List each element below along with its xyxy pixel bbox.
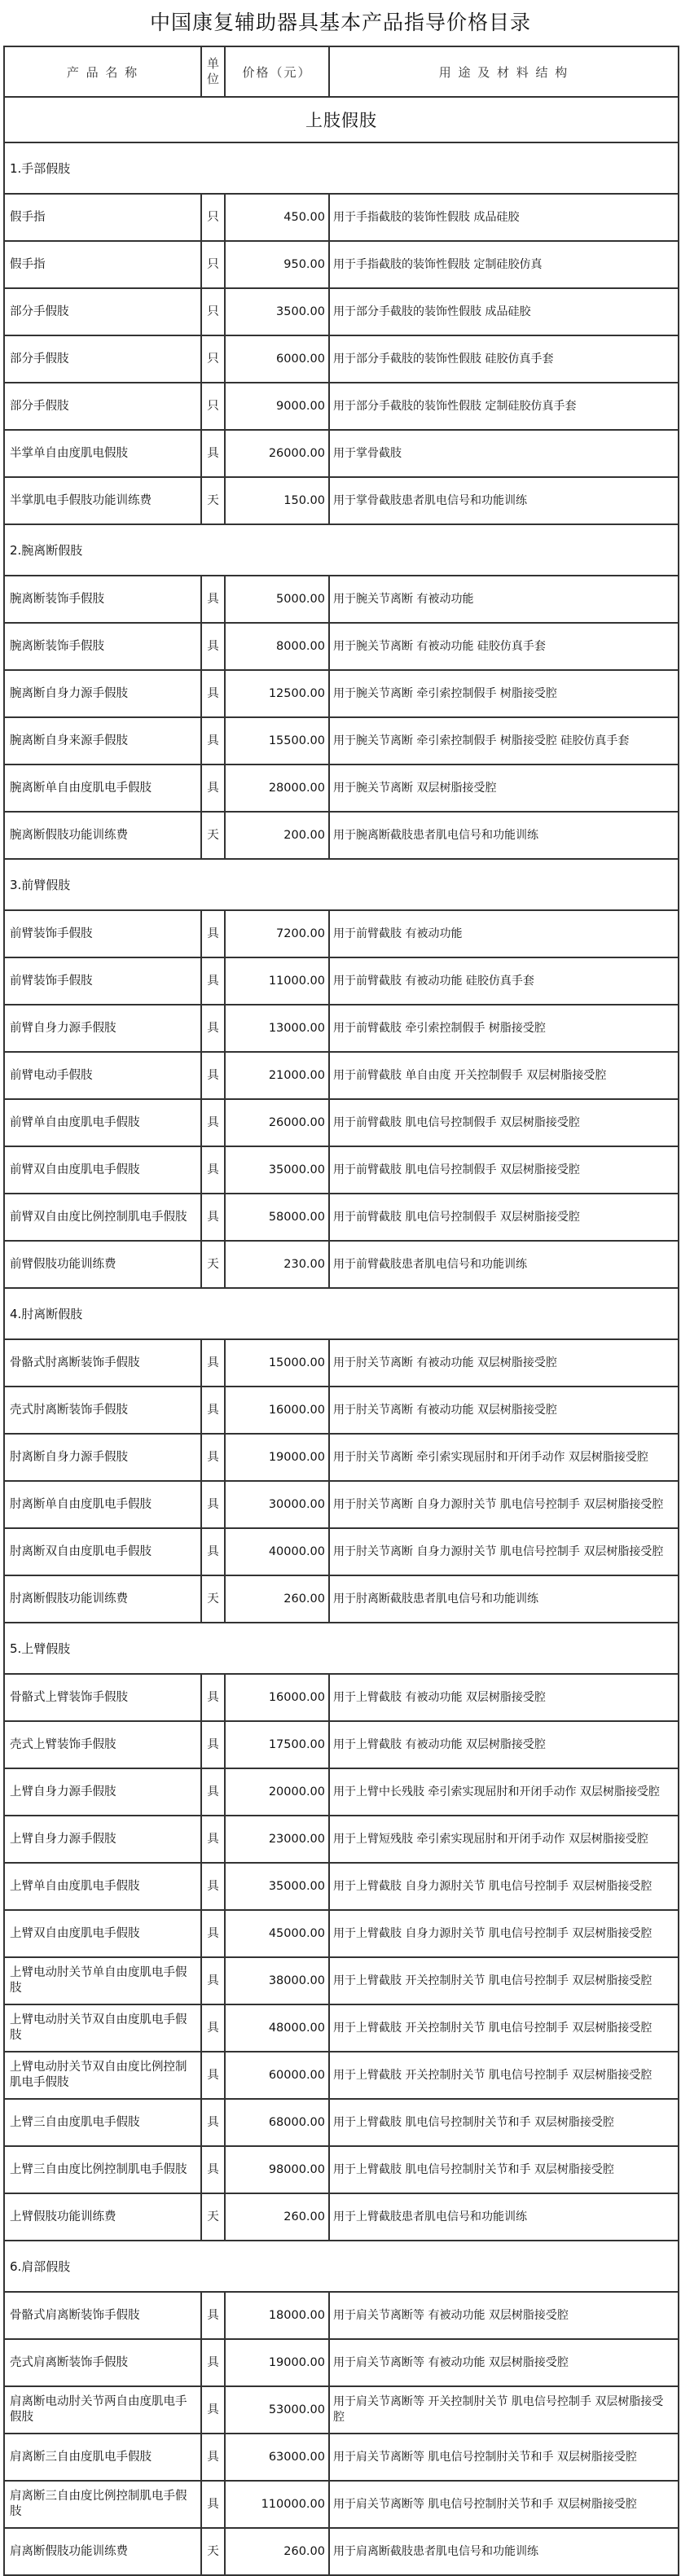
use-material-cell: 用于肘离断截肢患者肌电信号和功能训练 <box>329 1575 679 1623</box>
unit-cell: 具 <box>201 717 225 764</box>
unit-cell: 具 <box>201 1528 225 1575</box>
product-name-cell: 壳式肩离断装饰手假肢 <box>4 2339 201 2386</box>
use-material-cell: 用于手指截肢的装饰性假肢 定制硅胶仿真 <box>329 241 679 288</box>
price-cell: 45000.00 <box>225 1910 329 1957</box>
unit-cell: 具 <box>201 2052 225 2099</box>
product-name-cell: 骨骼式肘离断装饰手假肢 <box>4 1339 201 1387</box>
use-material-cell: 用于肘关节离断 自身力源肘关节 肌电信号控制手 双层树脂接受腔 <box>329 1528 679 1575</box>
table-row <box>4 2339 679 2386</box>
price-cell: 40000.00 <box>225 1528 329 1575</box>
table-row <box>4 957 679 1005</box>
table-row <box>4 2481 679 2528</box>
product-name-cell: 肘离断双自由度肌电手假肢 <box>4 1528 201 1575</box>
use-material-cell: 用于掌骨截肢患者肌电信号和功能训练 <box>329 477 679 524</box>
unit-cell: 只 <box>201 194 225 241</box>
product-name-cell: 假手指 <box>4 241 201 288</box>
price-cell: 5000.00 <box>225 576 329 623</box>
product-name-cell: 壳式上臂装饰手假肢 <box>4 1721 201 1768</box>
unit-cell: 具 <box>201 764 225 812</box>
price-cell: 950.00 <box>225 241 329 288</box>
product-name-cell: 上臂电动肘关节单自由度肌电手假肢 <box>4 1957 201 2004</box>
unit-cell: 只 <box>201 288 225 335</box>
table-row <box>4 1957 679 2004</box>
table-row <box>4 2146 679 2193</box>
price-cell: 110000.00 <box>225 2481 329 2528</box>
table-row <box>4 1434 679 1481</box>
table-row <box>4 1194 679 1241</box>
use-material-cell: 用于肘关节离断 有被动功能 双层树脂接受腔 <box>329 1387 679 1434</box>
use-material-cell: 用于上臂截肢 肌电信号控制肘关节和手 双层树脂接受腔 <box>329 2146 679 2193</box>
unit-cell: 只 <box>201 335 225 383</box>
unit-cell: 具 <box>201 2434 225 2481</box>
page-title: 中国康复辅助器具基本产品指导价格目录 <box>149 11 531 34</box>
price-cell: 21000.00 <box>225 1052 329 1099</box>
use-material-cell: 用于前臂截肢 牵引索控制假手 树脂接受腔 <box>329 1005 679 1052</box>
use-material-cell: 用于上臂截肢 有被动功能 双层树脂接受腔 <box>329 1674 679 1721</box>
unit-cell: 具 <box>201 1339 225 1387</box>
use-material-cell: 用于肩关节离断等 有被动功能 双层树脂接受腔 <box>329 2339 679 2386</box>
product-name-cell: 上臂单自由度肌电手假肢 <box>4 1863 201 1910</box>
price-cell: 48000.00 <box>225 2004 329 2052</box>
section-title: 6.肩部假肢 <box>4 2241 679 2292</box>
table-row <box>4 1910 679 1957</box>
price-cell: 19000.00 <box>225 1434 329 1481</box>
table-row <box>4 2434 679 2481</box>
product-name-cell: 腕离断装饰手假肢 <box>4 576 201 623</box>
price-cell: 16000.00 <box>225 1674 329 1721</box>
price-cell: 58000.00 <box>225 1194 329 1241</box>
product-name-cell: 部分手假肢 <box>4 288 201 335</box>
use-material-cell: 用于前臂截肢 有被动功能 硅胶仿真手套 <box>329 957 679 1005</box>
table-row <box>4 2386 679 2434</box>
product-name-cell: 前臂装饰手假肢 <box>4 957 201 1005</box>
unit-cell: 具 <box>201 2386 225 2434</box>
use-material-cell: 用于肘关节离断 有被动功能 双层树脂接受腔 <box>329 1339 679 1387</box>
price-cell: 6000.00 <box>225 335 329 383</box>
unit-cell: 具 <box>201 1910 225 1957</box>
table-row <box>4 335 679 383</box>
header-unit: 单 位 <box>201 46 225 97</box>
product-name-cell: 肘离断假肢功能训练费 <box>4 1575 201 1623</box>
unit-cell: 具 <box>201 2292 225 2339</box>
unit-cell: 具 <box>201 1768 225 1816</box>
use-material-cell: 用于上臂短残肢 牵引索实现屈肘和开闭手动作 双层树脂接受腔 <box>329 1816 679 1863</box>
table-row <box>4 1241 679 1288</box>
section-row <box>4 142 679 194</box>
product-name-cell: 前臂双自由度比例控制肌电手假肢 <box>4 1194 201 1241</box>
price-cell: 28000.00 <box>225 764 329 812</box>
unit-cell: 具 <box>201 910 225 957</box>
table-row <box>4 910 679 957</box>
unit-cell: 天 <box>201 1575 225 1623</box>
use-material-cell: 用于肩离断截肢患者肌电信号和功能训练 <box>329 2528 679 2575</box>
table-row <box>4 2528 679 2575</box>
price-cell: 35000.00 <box>225 1146 329 1194</box>
use-material-cell: 用于肘关节离断 牵引索实现屈肘和开闭手动作 双层树脂接受腔 <box>329 1434 679 1481</box>
price-cell: 12500.00 <box>225 670 329 717</box>
table-row <box>4 1052 679 1099</box>
product-name-cell: 上臂三自由度比例控制肌电手假肢 <box>4 2146 201 2193</box>
product-name-cell: 骨骼式上臂装饰手假肢 <box>4 1674 201 1721</box>
unit-cell: 具 <box>201 2099 225 2146</box>
use-material-cell: 用于掌骨截肢 <box>329 430 679 477</box>
unit-cell: 具 <box>201 1194 225 1241</box>
use-material-cell: 用于肘关节离断 自身力源肘关节 肌电信号控制手 双层树脂接受腔 <box>329 1481 679 1528</box>
section-row <box>4 524 679 576</box>
product-name-cell: 腕离断假肢功能训练费 <box>4 812 201 859</box>
product-name-cell: 肩离断电动肘关节两自由度肌电手假肢 <box>4 2386 201 2434</box>
unit-cell: 具 <box>201 1863 225 1910</box>
use-material-cell: 用于前臂截肢 肌电信号控制假手 双层树脂接受腔 <box>329 1146 679 1194</box>
use-material-cell: 用于肩关节离断等 肌电信号控制肘关节和手 双层树脂接受腔 <box>329 2434 679 2481</box>
price-cell: 38000.00 <box>225 1957 329 2004</box>
table-row <box>4 1005 679 1052</box>
section-title: 3.前臂假肢 <box>4 859 679 910</box>
price-cell: 9000.00 <box>225 383 329 430</box>
unit-cell: 具 <box>201 957 225 1005</box>
product-name-cell: 前臂单自由度肌电手假肢 <box>4 1099 201 1146</box>
unit-cell: 具 <box>201 2339 225 2386</box>
price-cell: 150.00 <box>225 477 329 524</box>
use-material-cell: 用于上臂截肢 开关控制肘关节 肌电信号控制手 双层树脂接受腔 <box>329 2004 679 2052</box>
unit-cell: 具 <box>201 1957 225 2004</box>
table-row <box>4 2052 679 2099</box>
product-name-cell: 壳式肘离断装饰手假肢 <box>4 1387 201 1434</box>
product-name-cell: 上臂自身力源手假肢 <box>4 1768 201 1816</box>
use-material-cell: 用于前臂截肢 有被动功能 <box>329 910 679 957</box>
header-product-name: 产 品 名 称 <box>4 46 201 97</box>
product-name-cell: 腕离断单自由度肌电手假肢 <box>4 764 201 812</box>
use-material-cell: 用于部分手截肢的装饰性假肢 定制硅胶仿真手套 <box>329 383 679 430</box>
table-row <box>4 241 679 288</box>
use-material-cell: 用于腕关节离断 双层树脂接受腔 <box>329 764 679 812</box>
use-material-cell: 用于上臂截肢 有被动功能 双层树脂接受腔 <box>329 1721 679 1768</box>
table-row <box>4 764 679 812</box>
product-name-cell: 肩离断假肢功能训练费 <box>4 2528 201 2575</box>
product-name-cell: 上臂假肢功能训练费 <box>4 2193 201 2241</box>
price-cell: 260.00 <box>225 2528 329 2575</box>
unit-cell: 具 <box>201 670 225 717</box>
header-use-material: 用 途 及 材 料 结 构 <box>329 46 679 97</box>
use-material-cell: 用于肩关节离断等 有被动功能 双层树脂接受腔 <box>329 2292 679 2339</box>
table-row <box>4 430 679 477</box>
use-material-cell: 用于前臂截肢 肌电信号控制假手 双层树脂接受腔 <box>329 1194 679 1241</box>
section-row <box>4 859 679 910</box>
unit-cell: 天 <box>201 1241 225 1288</box>
product-name-cell: 肘离断单自由度肌电手假肢 <box>4 1481 201 1528</box>
price-cell: 23000.00 <box>225 1816 329 1863</box>
table-row <box>4 717 679 764</box>
unit-cell: 天 <box>201 812 225 859</box>
table-row <box>4 1146 679 1194</box>
product-name-cell: 腕离断装饰手假肢 <box>4 623 201 670</box>
price-cell: 3500.00 <box>225 288 329 335</box>
price-cell: 17500.00 <box>225 1721 329 1768</box>
price-cell: 11000.00 <box>225 957 329 1005</box>
product-name-cell: 前臂装饰手假肢 <box>4 910 201 957</box>
table-row <box>4 812 679 859</box>
use-material-cell: 用于前臂截肢患者肌电信号和功能训练 <box>329 1241 679 1288</box>
table-row <box>4 1721 679 1768</box>
product-name-cell: 半掌单自由度肌电假肢 <box>4 430 201 477</box>
product-name-cell: 假手指 <box>4 194 201 241</box>
product-name-cell: 腕离断自身来源手假肢 <box>4 717 201 764</box>
table-row <box>4 2193 679 2241</box>
price-cell: 450.00 <box>225 194 329 241</box>
unit-cell: 具 <box>201 2004 225 2052</box>
unit-cell: 具 <box>201 430 225 477</box>
price-cell: 30000.00 <box>225 1481 329 1528</box>
table-row <box>4 1387 679 1434</box>
product-name-cell: 前臂假肢功能训练费 <box>4 1241 201 1288</box>
product-name-cell: 上臂三自由度肌电手假肢 <box>4 2099 201 2146</box>
use-material-cell: 用于前臂截肢 肌电信号控制假手 双层树脂接受腔 <box>329 1099 679 1146</box>
table-row <box>4 288 679 335</box>
price-table <box>3 46 679 2576</box>
table-row <box>4 1816 679 1863</box>
price-cell: 15000.00 <box>225 1339 329 1387</box>
table-row <box>4 1481 679 1528</box>
use-material-cell: 用于腕关节离断 牵引索控制假手 树脂接受腔 硅胶仿真手套 <box>329 717 679 764</box>
product-name-cell: 骨骼式肩离断装饰手假肢 <box>4 2292 201 2339</box>
use-material-cell: 用于上臂截肢患者肌电信号和功能训练 <box>329 2193 679 2241</box>
use-material-cell: 用于腕离断截肢患者肌电信号和功能训练 <box>329 812 679 859</box>
section-title: 4.肘离断假肢 <box>4 1288 679 1339</box>
price-cell: 7200.00 <box>225 910 329 957</box>
unit-cell: 天 <box>201 2193 225 2241</box>
unit-cell: 具 <box>201 1434 225 1481</box>
table-row <box>4 2292 679 2339</box>
table-row <box>4 2004 679 2052</box>
product-name-cell: 半掌肌电手假肢功能训练费 <box>4 477 201 524</box>
table-row <box>4 1528 679 1575</box>
price-cell: 60000.00 <box>225 2052 329 2099</box>
price-cell: 18000.00 <box>225 2292 329 2339</box>
unit-cell: 只 <box>201 241 225 288</box>
unit-cell: 只 <box>201 383 225 430</box>
section-row <box>4 1288 679 1339</box>
table-header-row <box>4 46 679 97</box>
product-name-cell: 上臂自身力源手假肢 <box>4 1816 201 1863</box>
table-row <box>4 1575 679 1623</box>
product-name-cell: 部分手假肢 <box>4 383 201 430</box>
use-material-cell: 用于上臂截肢 肌电信号控制肘关节和手 双层树脂接受腔 <box>329 2099 679 2146</box>
use-material-cell: 用于上臂中长残肢 牵引索实现屈肘和开闭手动作 双层树脂接受腔 <box>329 1768 679 1816</box>
unit-cell: 天 <box>201 477 225 524</box>
price-table-body <box>4 46 679 2575</box>
product-name-cell: 前臂双自由度肌电手假肢 <box>4 1146 201 1194</box>
unit-cell: 具 <box>201 1052 225 1099</box>
use-material-cell: 用于腕关节离断 有被动功能 <box>329 576 679 623</box>
section-title: 1.手部假肢 <box>4 142 679 194</box>
unit-cell: 天 <box>201 2528 225 2575</box>
table-row <box>4 576 679 623</box>
region-title: 上肢假肢 <box>4 97 679 142</box>
table-row <box>4 1863 679 1910</box>
use-material-cell: 用于上臂截肢 自身力源肘关节 肌电信号控制手 双层树脂接受腔 <box>329 1910 679 1957</box>
unit-cell: 具 <box>201 1099 225 1146</box>
unit-cell: 具 <box>201 623 225 670</box>
price-cell: 35000.00 <box>225 1863 329 1910</box>
product-name-cell: 上臂电动肘关节双自由度比例控制肌电手假肢 <box>4 2052 201 2099</box>
table-row <box>4 670 679 717</box>
product-name-cell: 肩离断三自由度比例控制肌电手假肢 <box>4 2481 201 2528</box>
price-cell: 260.00 <box>225 1575 329 1623</box>
unit-cell: 具 <box>201 1005 225 1052</box>
section-row <box>4 2241 679 2292</box>
table-row <box>4 1099 679 1146</box>
product-name-cell: 肩离断三自由度肌电手假肢 <box>4 2434 201 2481</box>
unit-cell: 具 <box>201 1721 225 1768</box>
price-cell: 26000.00 <box>225 1099 329 1146</box>
use-material-cell: 用于上臂截肢 开关控制肘关节 肌电信号控制手 双层树脂接受腔 <box>329 1957 679 2004</box>
price-cell: 53000.00 <box>225 2386 329 2434</box>
use-material-cell: 用于部分手截肢的装饰性假肢 硅胶仿真手套 <box>329 335 679 383</box>
price-cell: 200.00 <box>225 812 329 859</box>
table-row <box>4 194 679 241</box>
price-cell: 20000.00 <box>225 1768 329 1816</box>
table-row <box>4 623 679 670</box>
product-name-cell: 部分手假肢 <box>4 335 201 383</box>
price-cell: 19000.00 <box>225 2339 329 2386</box>
table-row <box>4 2099 679 2146</box>
price-cell: 260.00 <box>225 2193 329 2241</box>
unit-cell: 具 <box>201 1146 225 1194</box>
product-name-cell: 前臂电动手假肢 <box>4 1052 201 1099</box>
region-row <box>4 97 679 142</box>
section-title: 2.腕离断假肢 <box>4 524 679 576</box>
product-name-cell: 上臂双自由度肌电手假肢 <box>4 1910 201 1957</box>
unit-cell: 具 <box>201 1481 225 1528</box>
unit-cell: 具 <box>201 1387 225 1434</box>
unit-cell: 具 <box>201 1816 225 1863</box>
use-material-cell: 用于前臂截肢 单自由度 开关控制假手 双层树脂接受腔 <box>329 1052 679 1099</box>
table-row <box>4 477 679 524</box>
price-cell: 8000.00 <box>225 623 329 670</box>
use-material-cell: 用于手指截肢的装饰性假肢 成品硅胶 <box>329 194 679 241</box>
product-name-cell: 腕离断自身力源手假肢 <box>4 670 201 717</box>
unit-cell: 具 <box>201 576 225 623</box>
price-cell: 15500.00 <box>225 717 329 764</box>
price-cell: 68000.00 <box>225 2099 329 2146</box>
unit-cell: 具 <box>201 1674 225 1721</box>
use-material-cell: 用于腕关节离断 有被动功能 硅胶仿真手套 <box>329 623 679 670</box>
table-row <box>4 383 679 430</box>
unit-cell: 具 <box>201 2146 225 2193</box>
section-row <box>4 1623 679 1674</box>
use-material-cell: 用于上臂截肢 自身力源肘关节 肌电信号控制手 双层树脂接受腔 <box>329 1863 679 1910</box>
table-row <box>4 1768 679 1816</box>
price-cell: 16000.00 <box>225 1387 329 1434</box>
use-material-cell: 用于部分手截肢的装饰性假肢 成品硅胶 <box>329 288 679 335</box>
table-row <box>4 1339 679 1387</box>
use-material-cell: 用于肩关节离断等 开关控制肘关节 肌电信号控制手 双层树脂接受腔 <box>329 2386 679 2434</box>
price-cell: 98000.00 <box>225 2146 329 2193</box>
unit-cell: 具 <box>201 2481 225 2528</box>
table-row <box>4 1674 679 1721</box>
section-title: 5.上臂假肢 <box>4 1623 679 1674</box>
header-price: 价格（元） <box>225 46 329 97</box>
price-cell: 63000.00 <box>225 2434 329 2481</box>
use-material-cell: 用于肩关节离断等 肌电信号控制肘关节和手 双层树脂接受腔 <box>329 2481 679 2528</box>
product-name-cell: 肘离断自身力源手假肢 <box>4 1434 201 1481</box>
price-cell: 230.00 <box>225 1241 329 1288</box>
use-material-cell: 用于上臂截肢 开关控制肘关节 肌电信号控制手 双层树脂接受腔 <box>329 2052 679 2099</box>
product-name-cell: 上臂电动肘关节双自由度肌电手假肢 <box>4 2004 201 2052</box>
price-cell: 13000.00 <box>225 1005 329 1052</box>
use-material-cell: 用于腕关节离断 牵引索控制假手 树脂接受腔 <box>329 670 679 717</box>
price-cell: 26000.00 <box>225 430 329 477</box>
product-name-cell: 前臂自身力源手假肢 <box>4 1005 201 1052</box>
